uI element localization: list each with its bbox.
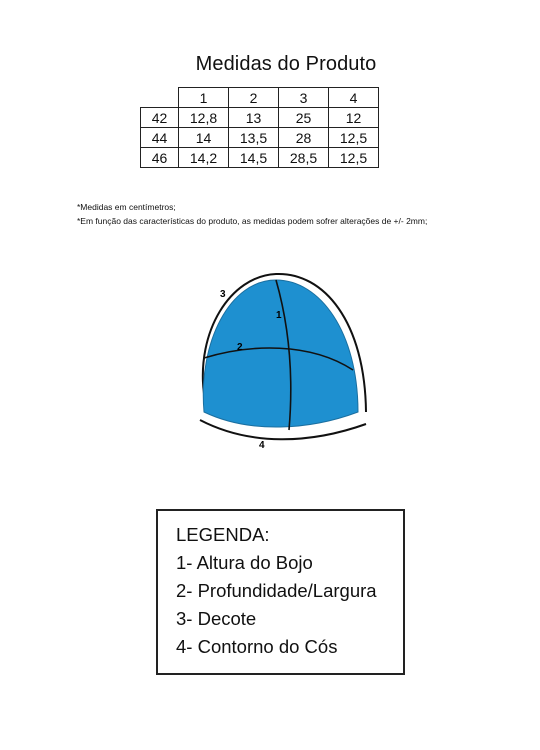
table-cell: 12,5 (329, 128, 379, 148)
size-measurement-table (140, 87, 379, 168)
table-cell: 14,5 (229, 148, 279, 168)
table-row (141, 148, 379, 168)
legend-box (156, 509, 405, 675)
table-cell: 13 (229, 108, 279, 128)
table-corner-cell (141, 88, 179, 108)
legend-item: 3- Decote (176, 608, 257, 629)
legend-item: 1- Altura do Bojo (176, 552, 313, 573)
table-cell: 28,5 (279, 148, 329, 168)
legend-item: 2- Profundidade/Largura (176, 580, 377, 601)
label-1: 1 (276, 310, 282, 321)
page-title: Medidas do Produto (195, 53, 377, 75)
label-2: 2 (237, 342, 243, 353)
table-cell: 12,8 (179, 108, 229, 128)
column-header: 1 (179, 88, 229, 108)
bra-cup-diagram (190, 262, 380, 462)
table-cell: 28 (279, 128, 329, 148)
row-size-label: 46 (141, 148, 179, 168)
table-cell: 14 (179, 128, 229, 148)
table-row (141, 108, 379, 128)
row-size-label: 44 (141, 128, 179, 148)
footnotes (77, 200, 427, 228)
column-header: 2 (229, 88, 279, 108)
table-header-row (141, 88, 379, 108)
table-cell: 14,2 (179, 148, 229, 168)
table-cell: 12,5 (329, 148, 379, 168)
table-cell: 25 (279, 108, 329, 128)
legend-item: 4- Contorno do Cós (176, 636, 338, 657)
footnote-units: *Medidas em centímetros; (77, 202, 176, 212)
legend-title: LEGENDA: (176, 524, 270, 545)
label-4: 4 (259, 440, 265, 451)
column-header: 4 (329, 88, 379, 108)
footnote-tolerance: *Em função das características do produto, as medidas podem sofrer alterações de +/- 2mm; (77, 216, 428, 226)
label-3: 3 (220, 289, 226, 300)
row-size-label: 42 (141, 108, 179, 128)
table-cell: 13,5 (229, 128, 279, 148)
table-cell: 12 (329, 108, 379, 128)
table-row (141, 128, 379, 148)
column-header: 3 (279, 88, 329, 108)
